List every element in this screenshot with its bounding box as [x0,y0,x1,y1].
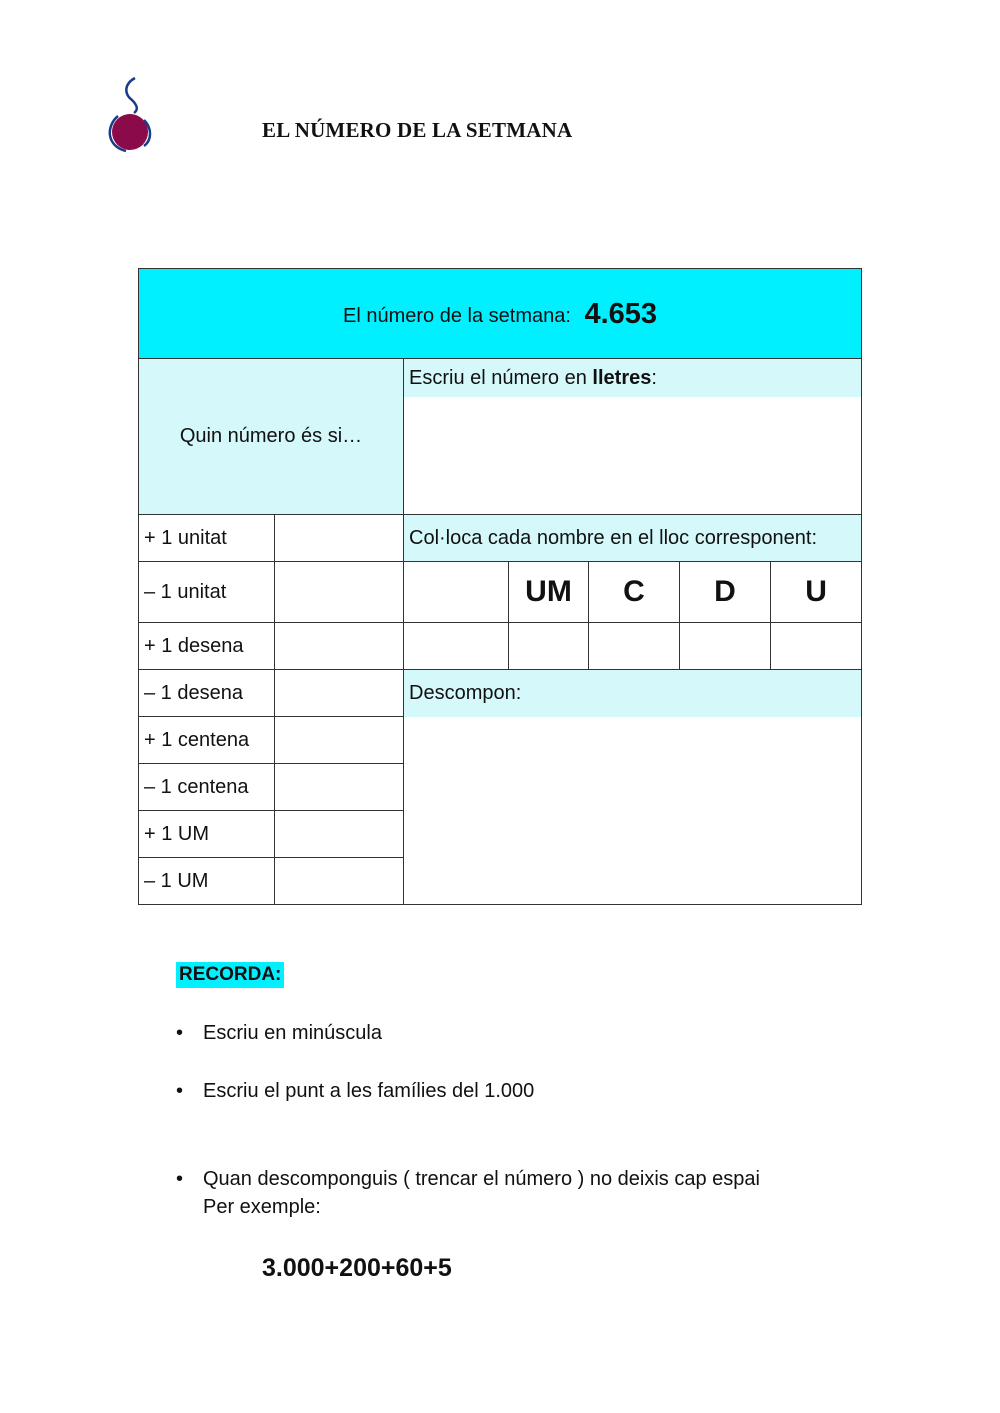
example-decomposition: 3.000+200+60+5 [262,1254,452,1282]
remember-item-0: Escriu en minúscula [203,1022,382,1044]
letters-prompt-suffix: : [651,367,657,389]
bullet-icon: • [176,1022,184,1044]
remember-label: RECORDA: [176,962,284,988]
row-label-2: + 1 desena [139,623,275,670]
row-answer-7[interactable] [275,858,404,905]
row-label-6: + 1 UM [139,811,275,858]
row-label-4: + 1 centena [139,717,275,764]
place-header-d: D [680,562,771,623]
letters-prompt-prefix: Escriu el número en [409,367,593,389]
place-prompt: Col·loca cada nombre en el lloc corresponent: [404,515,862,562]
bullet-icon: • [176,1168,184,1190]
row-label-1: – 1 unitat [139,562,275,623]
letters-prompt [404,359,861,397]
row-answer-6[interactable] [275,811,404,858]
row-answer-5[interactable] [275,764,404,811]
letters-prompt-bold: lletres [592,367,652,389]
place-header-um: UM [509,562,589,623]
row-answer-1[interactable] [275,562,404,623]
row-answer-3[interactable] [275,670,404,717]
row-label-7: – 1 UM [139,858,275,905]
week-number-value: 4.653 [584,298,658,330]
place-input-blank[interactable] [404,623,509,670]
row-answer-0[interactable] [275,515,404,562]
school-logo-icon [104,76,156,154]
remember-item-2: Quan descomponguis ( trencar el número ) no deixis cap espai [203,1168,760,1190]
place-blank-header [404,562,509,623]
example-intro: Per exemple: [203,1196,321,1218]
week-number-label: El número de la setmana: [343,305,571,327]
letters-answer-area[interactable] [404,359,862,515]
bullet-icon: • [176,1080,184,1102]
question-label: Quin número és si… [139,359,404,515]
place-input-um[interactable] [509,623,589,670]
row-answer-2[interactable] [275,623,404,670]
place-input-d[interactable] [680,623,771,670]
row-answer-4[interactable] [275,717,404,764]
number-worksheet-table [138,268,862,905]
row-label-3: – 1 desena [139,670,275,717]
decompose-prompt: Descompon: [404,670,861,717]
place-header-c: C [589,562,680,623]
week-number-header [139,269,862,359]
place-header-u: U [771,562,862,623]
decompose-area[interactable] [404,670,862,905]
row-label-5: – 1 centena [139,764,275,811]
place-input-u[interactable] [771,623,862,670]
page-title: EL NÚMERO DE LA SETMANA [262,118,573,142]
place-input-c[interactable] [589,623,680,670]
row-label-0: + 1 unitat [139,515,275,562]
remember-item-1: Escriu el punt a les famílies del 1.000 [203,1080,535,1102]
